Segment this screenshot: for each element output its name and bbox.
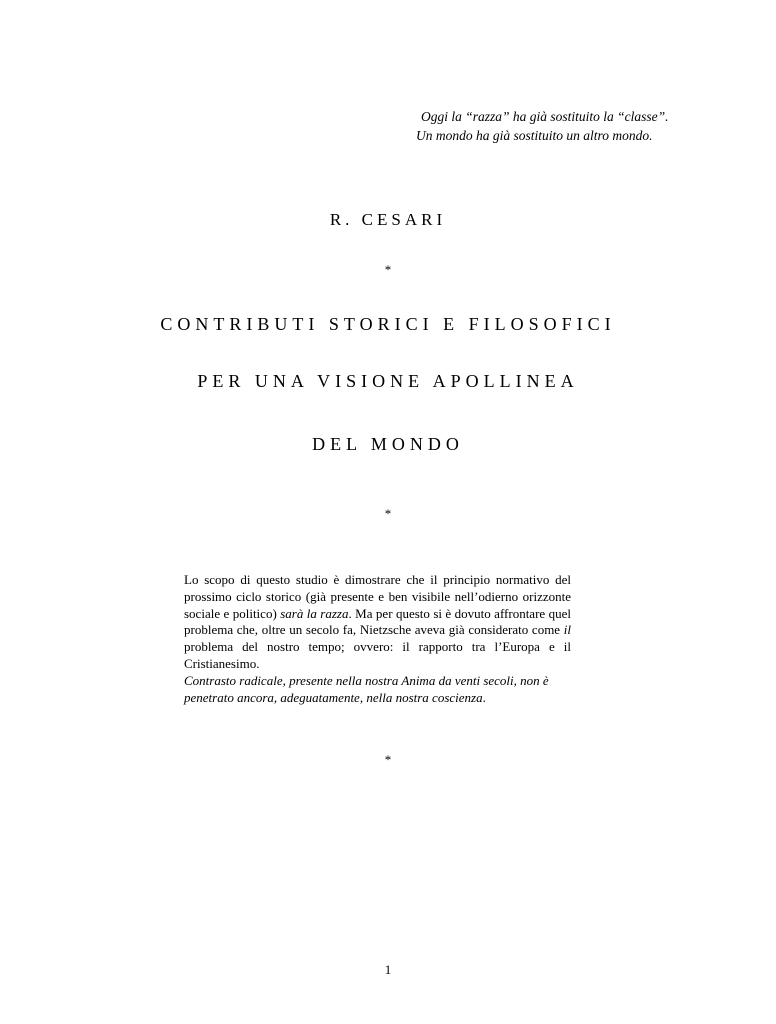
abstract-final-period: . bbox=[482, 689, 486, 705]
separator-star-2: * bbox=[384, 506, 392, 521]
abstract-emphasis-razza: sarà la razza bbox=[280, 605, 349, 621]
abstract bbox=[184, 572, 571, 706]
epigraph-line-2: Un mondo ha già sostituito un altro mondo. bbox=[416, 128, 653, 143]
abstract-emphasis-il: il bbox=[563, 622, 571, 638]
abstract-italic-sentence: Contrasto radicale, presente nella nostra Anima da venti secoli, non è penetrato ancora, adeguatamente, nella nostra coscienza bbox=[184, 672, 549, 705]
epigraph bbox=[416, 107, 746, 145]
epigraph-line-1: Oggi la “razza” ha già sostituito la “classe”. bbox=[421, 109, 669, 124]
title-line-2: PER UNA VISIONE APOLLINEA bbox=[197, 371, 579, 391]
abstract-text-3: problema del nostro tempo; ovvero: il rapporto tra l’Europa e il Cristianesimo. bbox=[184, 639, 571, 671]
author-name: R. CESARI bbox=[329, 210, 447, 229]
abstract-paragraph-1 bbox=[184, 572, 571, 673]
separator-star-3: * bbox=[384, 752, 392, 767]
abstract-text-1: Lo scopo di questo studio è dimostrare che il principio normativo del prossimo ciclo storico (già presente e ben visibile nell’odierno orizzonte sociale e politico) bbox=[184, 572, 571, 621]
title-line-3: DEL MONDO bbox=[312, 434, 464, 454]
abstract-text-2: . Ma per questo si è dovuto affrontare quel problema che, oltre un secolo fa, Nietzsche aveva già considerato come bbox=[184, 605, 571, 638]
page-number: 1 bbox=[384, 962, 392, 977]
title-line-1: CONTRIBUTI STORICI E FILOSOFICI bbox=[160, 314, 616, 334]
separator-star-1: * bbox=[384, 262, 392, 277]
abstract-paragraph-2 bbox=[184, 673, 571, 707]
